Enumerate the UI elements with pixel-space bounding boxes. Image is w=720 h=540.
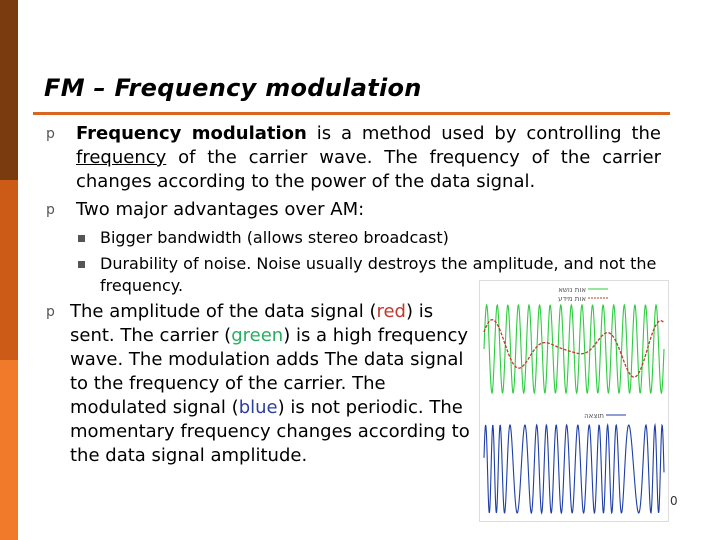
- legend-data-label: אות מידע: [558, 295, 586, 303]
- sub-bullet-bandwidth: Bigger bandwidth (allows stereo broadcast): [100, 228, 449, 247]
- bullet-signal-explanation: The amplitude of the data signal (red) is sent. The carrier (green) is a high frequency wave. The modulation adds The data signal to the frequency of the carrier. The modulated signal (blue) is not periodic. The momentary frequency changes according to the data signal amplitude.: [70, 301, 470, 466]
- bullet-advantages: Two major advantages over AM:: [76, 199, 365, 220]
- frequency-link[interactable]: frequency: [76, 147, 167, 168]
- red-word: red: [376, 301, 406, 322]
- bullet-icon: p: [46, 304, 55, 320]
- fm-waveform-figure: [479, 280, 669, 522]
- bullet-icon: p: [46, 126, 55, 142]
- side-stripe-bottom: [0, 360, 18, 540]
- slide-title: FM – Frequency modulation: [44, 74, 422, 102]
- side-stripe-middle: [0, 180, 18, 360]
- bullet-icon: p: [46, 202, 55, 218]
- modulated-wave: [484, 425, 664, 513]
- bullet-fm-definition: Frequency modulation is a method used by controlling the frequency of the carrier wave. The frequency of the carrier changes according to the power of the data signal.: [76, 123, 662, 192]
- title-underline: [33, 112, 670, 115]
- sub-bullet-icon: [78, 235, 85, 242]
- side-stripe-top: [0, 0, 18, 180]
- carrier-wave: [484, 305, 664, 393]
- sub-bullet-noise: Durability of noise. Noise usually destroys the amplitude, and not the frequency.: [100, 254, 657, 295]
- blue-word: blue: [238, 397, 278, 418]
- legend-carrier-label: אות נושא: [558, 286, 586, 294]
- legend-result-label: תוצאה: [584, 412, 604, 420]
- page-number: 0: [670, 494, 678, 508]
- sub-bullet-icon: [78, 261, 85, 268]
- waveform-svg: [480, 281, 668, 521]
- green-word: green: [231, 325, 284, 346]
- fm-term: Frequency modulation: [76, 123, 307, 144]
